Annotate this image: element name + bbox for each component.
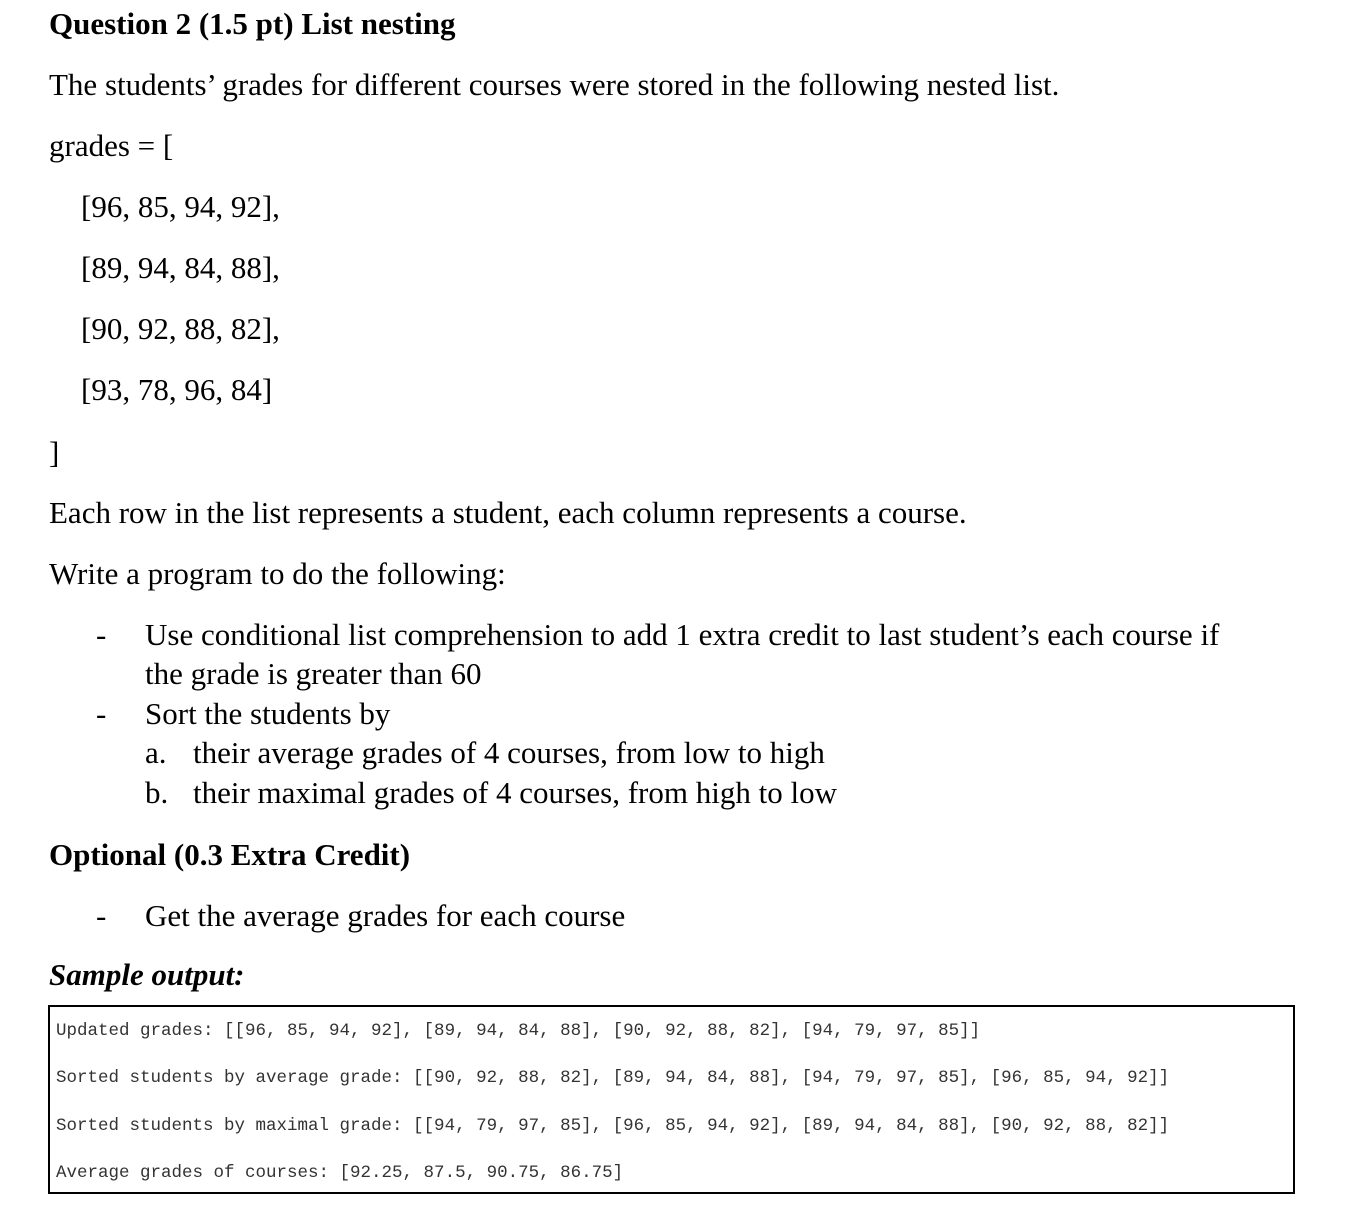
output-line-sorted-average: Sorted students by average grade: [[90, 92, 88, 82], [89, 94, 84, 88], [94, 79, 97, 85], [96, 85, 94, 92]]	[56, 1068, 1170, 1088]
bullet-item-1-line-1: Use conditional list comprehension to add 1 extra credit to last student’s each course if	[145, 617, 1220, 652]
question-title: Question 2 (1.5 pt) List nesting	[49, 6, 456, 41]
description-paragraph: Each row in the list represents a student, each column represents a course.	[49, 495, 967, 530]
sub-item-a: their average grades of 4 courses, from low to high	[193, 735, 825, 770]
code-row-1: [96, 85, 94, 92],	[81, 189, 280, 224]
code-row-4: [93, 78, 96, 84]	[81, 372, 273, 407]
intro-paragraph: The students’ grades for different courses were stored in the following nested list.	[49, 67, 1060, 102]
sample-output-box	[48, 1005, 1295, 1194]
bullet-item-2: Sort the students by	[145, 696, 391, 731]
output-line-updated: Updated grades: [[96, 85, 94, 92], [89, 94, 84, 88], [90, 92, 88, 82], [94, 79, 97, 85]]	[56, 1021, 981, 1041]
output-line-sorted-maximal: Sorted students by maximal grade: [[94, 79, 97, 85], [96, 85, 94, 92], [89, 94, 84, 88], [90, 92, 88, 82]]	[56, 1116, 1170, 1136]
sub-item-a-letter: a.	[145, 735, 167, 770]
output-line-course-averages: Average grades of courses: [92.25, 87.5, 90.75, 86.75]	[56, 1163, 624, 1183]
code-row-3: [90, 92, 88, 82],	[81, 311, 280, 346]
sample-output-label: Sample output:	[49, 957, 245, 992]
code-row-2: [89, 94, 84, 88],	[81, 250, 280, 285]
code-close-line: ]	[49, 435, 60, 470]
sub-item-b-letter: b.	[145, 775, 169, 810]
optional-item: Get the average grades for each course	[145, 898, 626, 933]
sub-item-b: their maximal grades of 4 courses, from high to low	[193, 775, 837, 810]
bullet-item-1-line-2: the grade is greater than 60	[145, 656, 482, 691]
bullet-dash-1: -	[96, 617, 107, 652]
code-open-line: grades = [	[49, 128, 174, 163]
bullet-dash-3: -	[96, 898, 107, 933]
optional-title: Optional (0.3 Extra Credit)	[49, 837, 411, 872]
bullet-dash-2: -	[96, 696, 107, 731]
task-intro: Write a program to do the following:	[49, 556, 506, 591]
